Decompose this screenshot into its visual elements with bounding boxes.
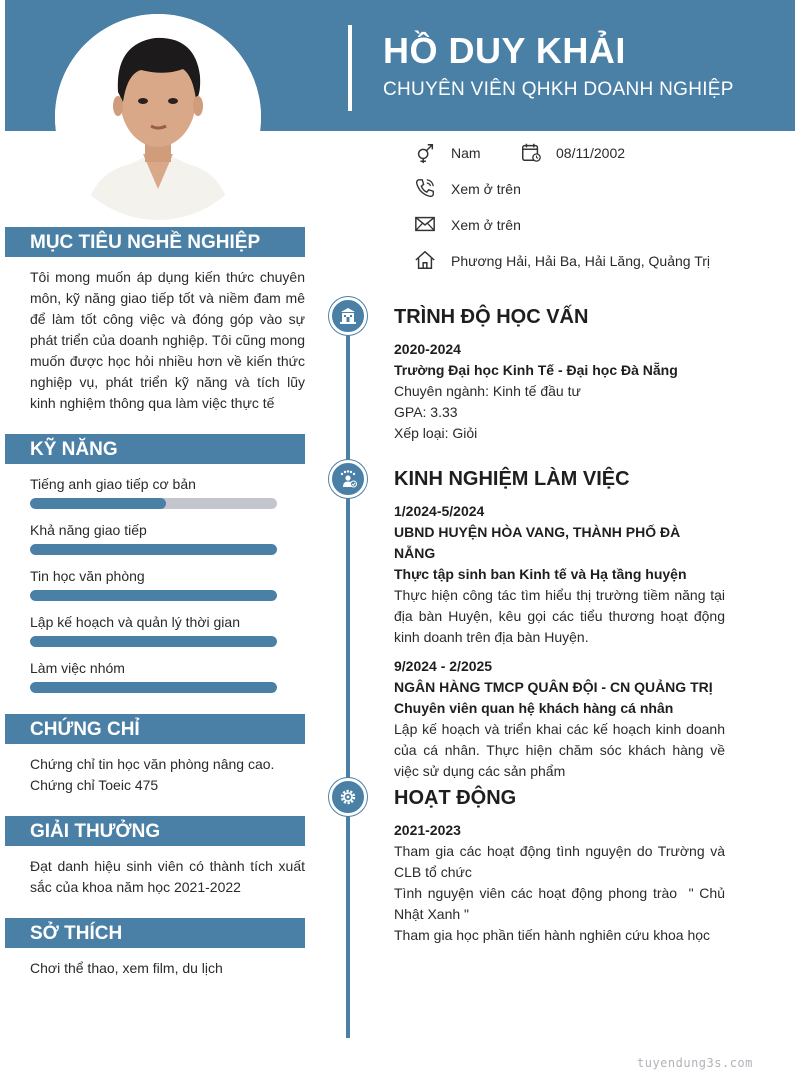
profile-photo [55,14,261,220]
gender-value: Nam [451,145,481,161]
objective-heading [5,227,305,257]
address-value: Phương Hải, Hải Ba, Hải Lăng, Quảng Trị [451,253,711,269]
skills-title: KỸ NĂNG [30,439,118,460]
skill-bar [30,682,277,693]
skill-label: Tin học văn phòng [30,568,145,584]
skill-bar [30,590,277,601]
activity-item: Tham gia học phần tiến hành nghiên cứu khoa học [394,927,711,943]
skill-bar [30,498,277,509]
education-title: TRÌNH ĐỘ HỌC VẤN [394,306,589,328]
skill-label: Làm việc nhóm [30,660,125,676]
skill-label: Tiếng anh giao tiếp cơ bản [30,476,196,492]
activity-item: Tình nguyện viên các hoạt động phong trào " Chủ Nhật Xanh " [394,885,729,922]
spacer [394,648,725,656]
certificates-heading [5,714,305,744]
experience-block [394,501,725,782]
candidate-name: HỒ DUY KHẢI [383,30,626,71]
mail-icon [414,213,436,235]
phone-icon [414,177,436,199]
activities-title: HOẠT ĐỘNG [394,787,517,809]
job-company: NGÂN HÀNG TMCP QUÂN ĐỘI - CN QUẢNG TRỊ [394,679,713,695]
education-period: 2020-2024 [394,341,461,357]
education-gpa: GPA: 3.33 [394,404,458,420]
objective-text: Tôi mong muốn áp dụng kiến thức chuyên môn, kỹ năng giao tiếp tốt và niềm đam mê để làm tốt công việc và đóng góp vào sự phát triển của doanh nghiệp. Tôi cũng mong muốn được học hỏi nhiều hơn về kiến thức nghiệp vụ, phát triển kỹ năng và tích lũy kinh nghiệm thông qua làm việc thực tế [30,269,305,411]
job-period: 1/2024-5/2024 [394,503,485,519]
calendar-icon [520,141,542,163]
job-description: Thực hiện công tác tìm hiểu thị trường tiềm năng tại địa bàn Huyện, kêu gọi các tiểu thương hoạt động kinh doanh trên địa bàn Huyện. [394,587,725,645]
skill-bar-fill [30,682,277,693]
education-major: Chuyên ngành: Kinh tế đầu tư [394,383,581,399]
skill-label: Khả năng giao tiếp [30,522,147,538]
job-period: 9/2024 - 2/2025 [394,658,493,674]
activities-period: 2021-2023 [394,822,461,838]
gear-icon [338,787,358,807]
experience-title: KINH NGHIỆM LÀM VIỆC [394,468,630,490]
birthdate-value: 08/11/2002 [556,145,626,161]
home-icon [414,249,436,271]
education-school: Trường Đại học Kinh Tế - Đại học Đà Nẵng [394,362,678,378]
gender-icon [414,142,436,164]
candidate-role: CHUYÊN VIÊN QHKH DOANH NGHIỆP [383,79,734,100]
activities-node [329,778,367,816]
header-divider [348,25,352,111]
education-block [394,339,725,444]
email-value: Xem ở trên [451,217,521,233]
certificate-item: Chứng chỉ Toeic 475 [30,777,159,793]
awards-text: Đạt danh hiệu sinh viên có thành tích xuất sắc của khoa năm học 2021-2022 [30,858,305,895]
awards-title: GIẢI THƯỞNG [30,821,161,842]
certificates-title: CHỨNG CHỈ [30,719,140,740]
watermark: tuyendung3s.com [637,1056,753,1070]
skill-bar [30,636,277,647]
school-icon [338,306,358,326]
profile-photo-illustration [55,14,261,220]
job-position: Thực tập sinh ban Kinh tế và Hạ tầng huyện [394,566,687,582]
skill-bar-fill [30,636,277,647]
skill-bar-fill [30,544,277,555]
job-company: UBND HUYỆN HÒA VANG, THÀNH PHỐ ĐÀ NẴNG [394,524,681,561]
experience-node [329,460,367,498]
skill-bar [30,544,277,555]
objective-title: MỤC TIÊU NGHỀ NGHIỆP [30,232,261,253]
hobbies-heading [5,918,305,948]
hobbies-text: Chơi thể thao, xem film, du lịch [30,960,223,976]
skill-bar-fill [30,498,166,509]
job-description: Lập kế hoạch và triển khai các kế hoạch kinh doanh của cá nhân. Thực hiện chăm sóc khách hàng về việc sử dụng các sản phẩm [394,721,725,779]
education-node [329,297,367,335]
skill-bar-fill [30,590,277,601]
phone-value: Xem ở trên [451,181,521,197]
activity-item: Tham gia các hoạt động tình nguyện do Trường và CLB tổ chức [394,843,725,880]
education-rank: Xếp loại: Giỏi [394,425,478,441]
certificate-item: Chứng chỉ tin học văn phòng nâng cao. [30,756,275,772]
certificates-list [30,754,305,796]
hobbies-title: SỞ THÍCH [30,923,123,944]
activities-block [394,820,729,946]
awards-heading [5,816,305,846]
job-position: Chuyên viên quan hệ khách hàng cá nhân [394,700,674,716]
skill-label: Lập kế hoạch và quản lý thời gian [30,614,240,630]
timeline-line [346,300,350,1038]
team-stars-icon [338,469,358,489]
skills-heading [5,434,305,464]
